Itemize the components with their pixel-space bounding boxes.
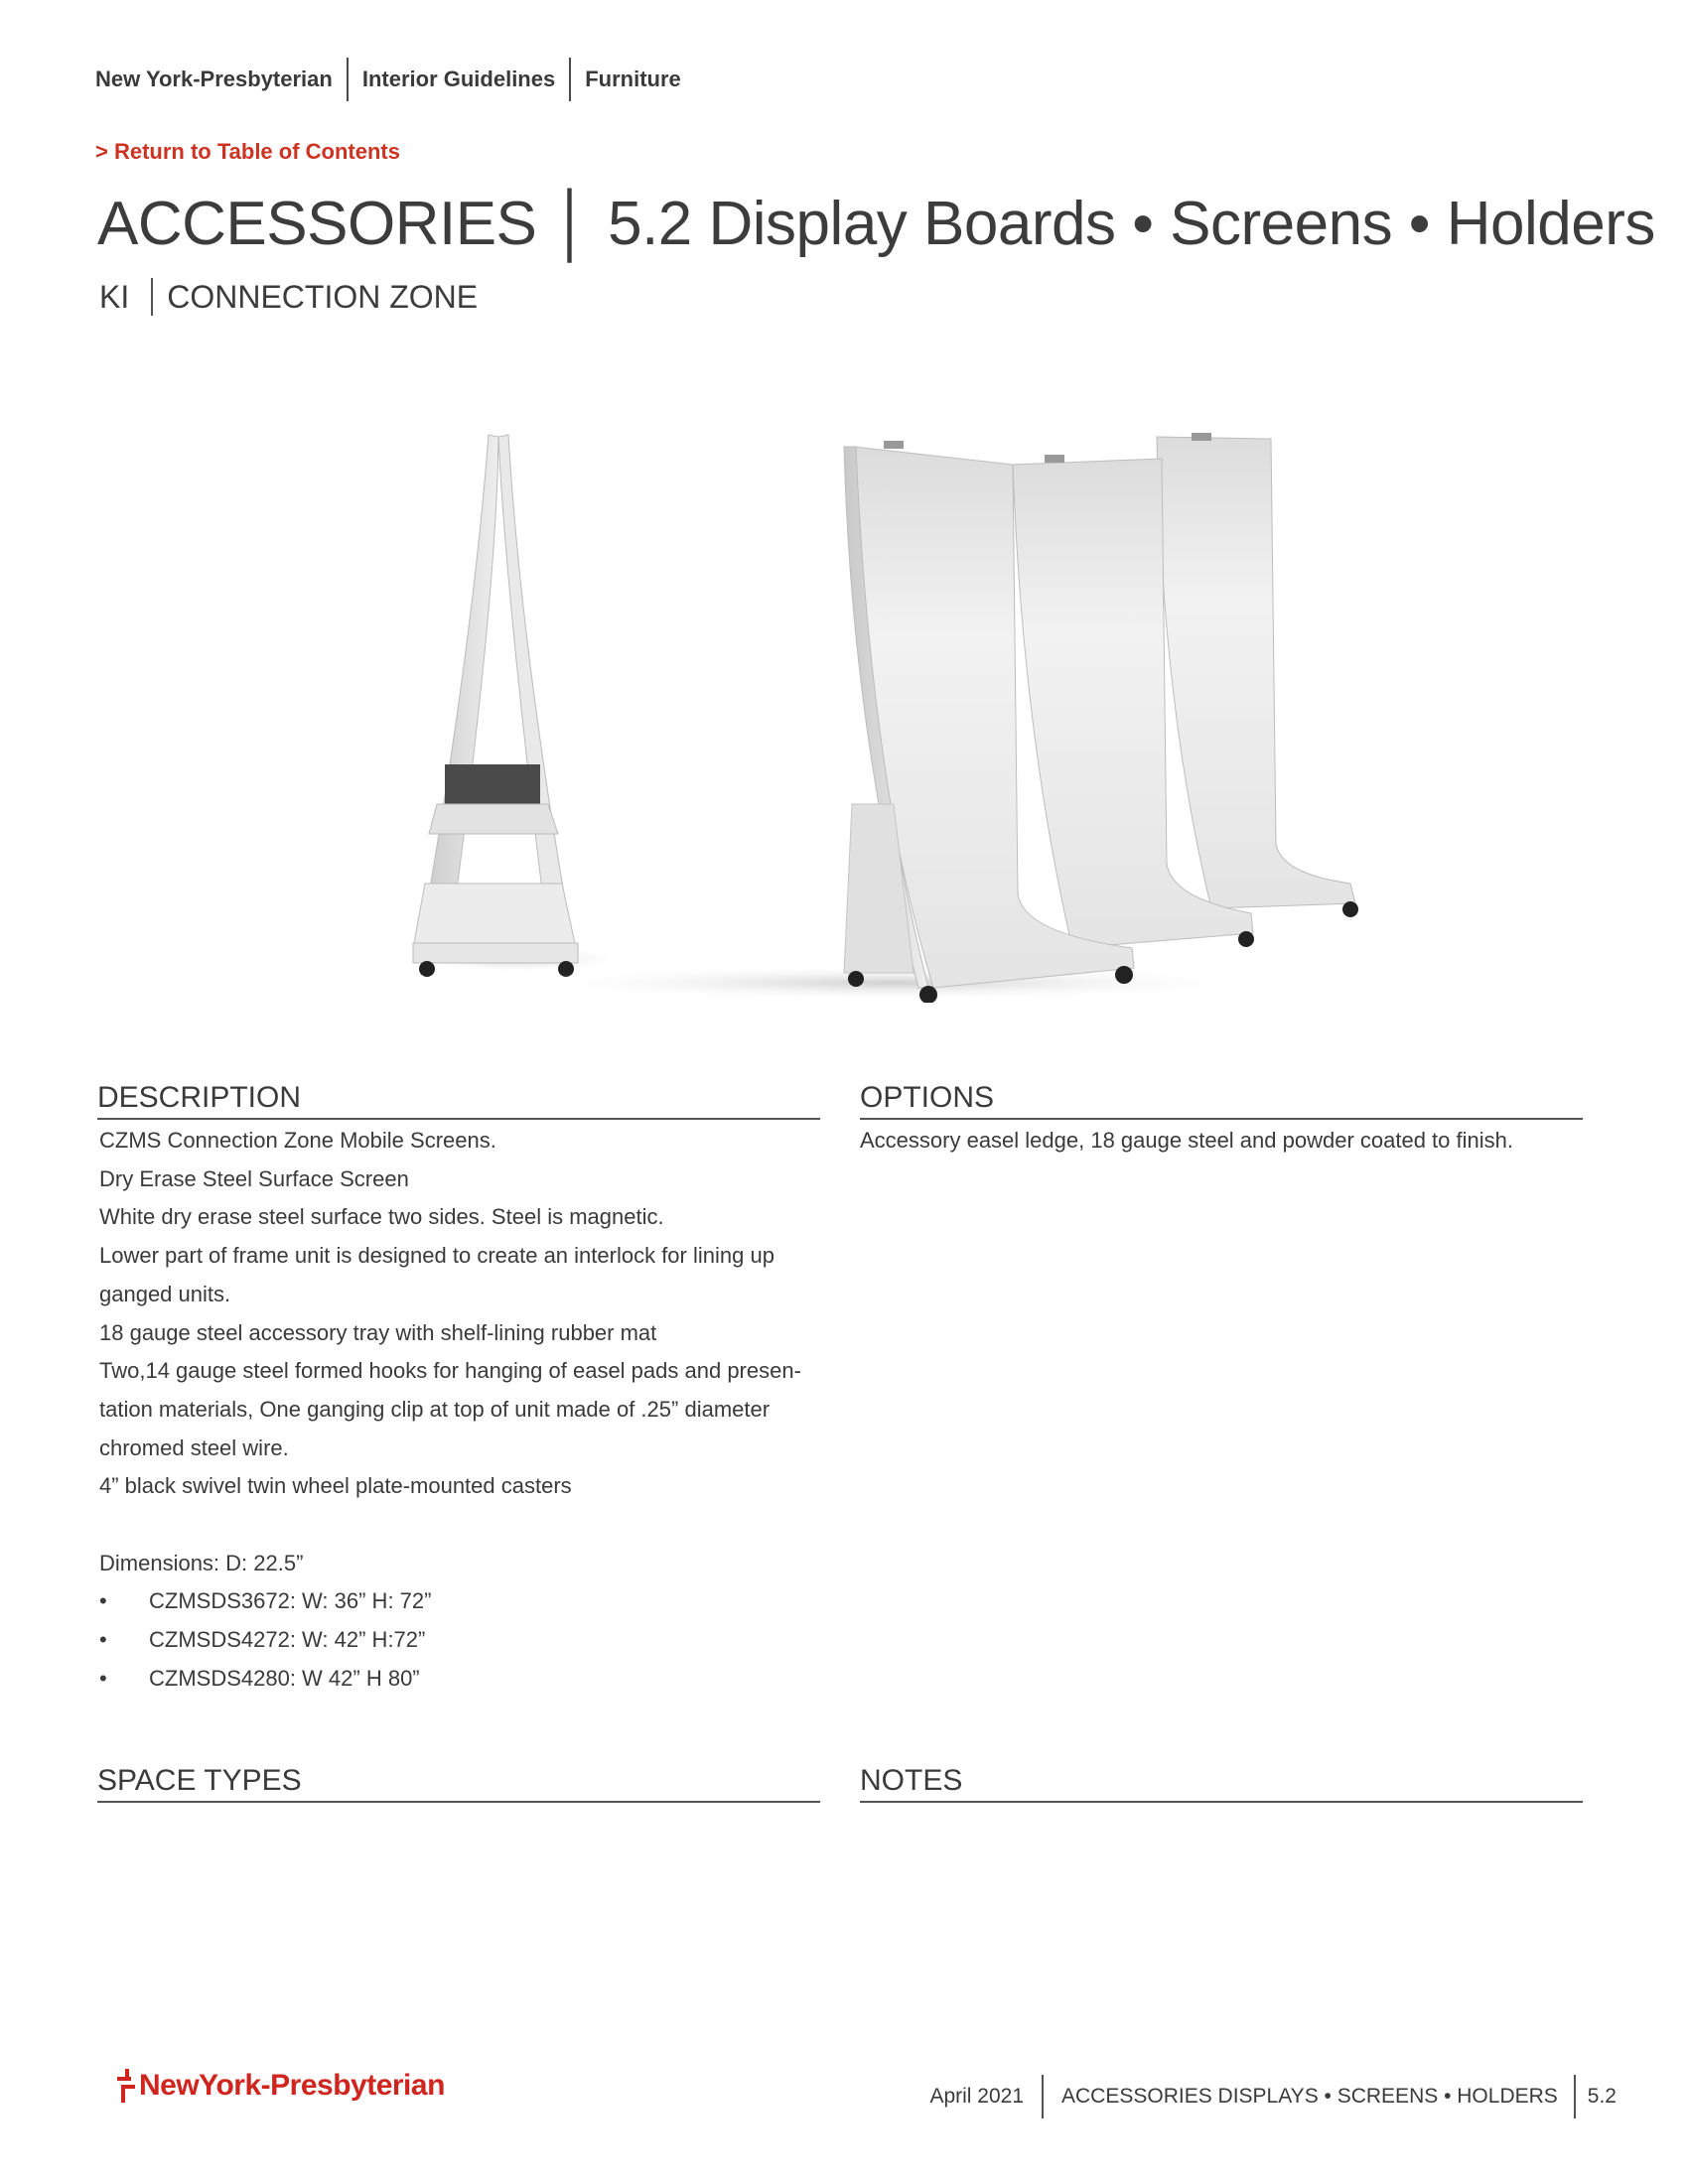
- description-line: Lower part of frame unit is designed to create an interlock for lining up: [99, 1243, 774, 1269]
- breadcrumb-item-nyp[interactable]: New York-Presbyterian: [95, 67, 333, 91]
- dimension-value: CZMSDS4280: W 42” H 80”: [149, 1665, 420, 1691]
- description-line: chromed steel wire.: [99, 1434, 289, 1460]
- description-line: ganged units.: [99, 1281, 231, 1306]
- footer-date: April 2021: [929, 2085, 1024, 2108]
- options-heading: OPTIONS: [860, 1080, 1583, 1120]
- description-line: White dry erase steel surface two sides. Steel is magnetic.: [99, 1204, 664, 1230]
- space-types-heading: SPACE TYPES: [97, 1763, 820, 1803]
- footer-page-number: 5.2: [1587, 2085, 1617, 2108]
- logo-text: NewYork-Presbyterian: [139, 2069, 445, 2102]
- footer-section: ACCESSORIES DISPLAYS • SCREENS • HOLDERS: [1061, 2085, 1558, 2108]
- nyp-logo: [117, 2069, 445, 2103]
- dimension-value: CZMSDS3672: W: 36” H: 72”: [149, 1588, 432, 1614]
- options-text: Accessory easel ledge, 18 gauge steel and powder coated to finish.: [860, 1128, 1513, 1153]
- ganged-screens: [516, 433, 1358, 1003]
- breadcrumb-item-interior-guidelines[interactable]: Interior Guidelines: [361, 67, 556, 91]
- spacer: [99, 1506, 834, 1545]
- breadcrumb: [95, 58, 695, 101]
- page-title: ACCESSORIES │ 5.2 Display Boards • Screens • Holders: [97, 190, 1655, 258]
- brand-label: KI: [99, 278, 130, 315]
- subtitle-divider: [151, 278, 153, 316]
- dimension-list-item: [99, 1660, 834, 1699]
- footer-divider: [1574, 2075, 1576, 2118]
- page-footer: [929, 2075, 1617, 2118]
- notes-heading: NOTES: [860, 1763, 1583, 1803]
- dimension-list-item: [99, 1582, 834, 1621]
- description-body: [99, 1122, 834, 1699]
- footer-divider: [1042, 2075, 1044, 2118]
- description-line: Two,14 gauge steel formed hooks for hanging of easel pads and presen-: [99, 1358, 801, 1384]
- description-line: tation materials, One ganging clip at top of unit made of .25” diameter: [99, 1396, 771, 1422]
- bullet-icon: •: [99, 1627, 107, 1653]
- dimensions-label: Dimensions: D: 22.5”: [99, 1550, 304, 1575]
- dimension-list-item: [99, 1621, 834, 1660]
- page-subtitle: [99, 278, 478, 316]
- return-to-toc-link[interactable]: > Return to Table of Contents: [95, 139, 400, 164]
- description-line: CZMS Connection Zone Mobile Screens.: [99, 1128, 496, 1153]
- side-view-screen: [407, 435, 626, 977]
- breadcrumb-item-furniture[interactable]: Furniture: [585, 67, 681, 91]
- description-line: 18 gauge steel accessory tray with shelf-lining rubber mat: [99, 1319, 657, 1345]
- description-heading: DESCRIPTION: [97, 1080, 820, 1120]
- dimension-value: CZMSDS4272: W: 42” H:72”: [149, 1627, 426, 1653]
- description-line: 4” black swivel twin wheel plate-mounted casters: [99, 1473, 572, 1499]
- product-line-label: CONNECTION ZONE: [167, 278, 479, 315]
- bullet-icon: •: [99, 1588, 107, 1614]
- description-line: Dry Erase Steel Surface Screen: [99, 1165, 409, 1191]
- nyp-logo-mark-icon: [117, 2069, 135, 2103]
- bullet-icon: •: [99, 1665, 107, 1691]
- product-image: [377, 407, 1410, 1003]
